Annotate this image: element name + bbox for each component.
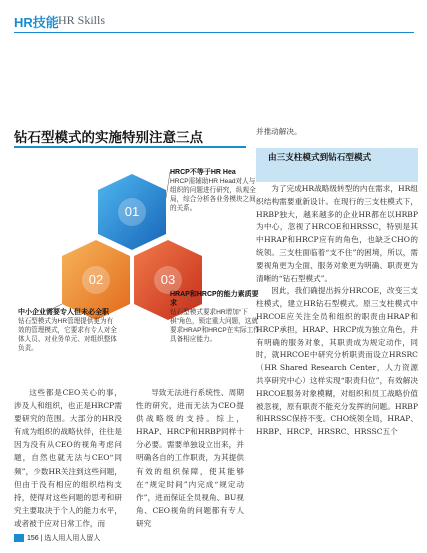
point-1-label bbox=[170, 168, 260, 213]
body-column-2 bbox=[136, 386, 244, 530]
section-tag: HR技能 bbox=[14, 15, 59, 30]
number-01: 01 bbox=[124, 204, 140, 219]
right-column-intro: 并推动解决。 bbox=[256, 127, 302, 136]
page-footer bbox=[27, 533, 100, 543]
body-column-1 bbox=[14, 386, 122, 530]
footer-marker bbox=[14, 534, 24, 542]
point-3-heading: HRAP和HRCP的能力素质要求 bbox=[170, 291, 259, 307]
section-heading: 由三支柱模式到钻石型模式 bbox=[268, 152, 372, 162]
point-1-heading: HRCP不等于HR Hea bbox=[170, 169, 236, 176]
point-3-body: 钻石型模式要求HR增加“下棋”角色，锁定重大问题，这就要求HRAP和HRCP在实际工作具备相应能力。 bbox=[170, 309, 260, 343]
point-2-heading: 中小企业需要专人但未必全职 bbox=[18, 309, 109, 316]
body-column-2-text: 导致无法进行系统性、周期性的研究，进而无法为CEO提供战略级的支持。综上，HRAP、HRCP和HRBP同样十分必要。需要单独设立出来，并明确各自的工作职责，为其提供有效的组织保障，使其能够在“规定时间”内完成“规定动作”，进而保证全员视角、BU视角、CEO视角的问题都有专人研究 bbox=[136, 388, 244, 528]
point-3-label bbox=[170, 290, 260, 344]
number-02: 02 bbox=[88, 272, 104, 287]
number-03: 03 bbox=[160, 272, 176, 287]
section-subtitle: HR Skills bbox=[58, 13, 106, 27]
magazine-name: 选人用人用人留人 bbox=[44, 535, 101, 542]
right-column-body bbox=[256, 183, 418, 439]
point-2-label bbox=[18, 308, 118, 353]
point-2-body: 钻石型模式为HR管理提供更为有效的管理模式，它要求有专人对全体人员、对业务单元、对组织整体负责。 bbox=[18, 318, 117, 352]
footer-separator: | bbox=[40, 535, 43, 542]
title-rule bbox=[14, 146, 246, 148]
page-number: 156 bbox=[27, 535, 39, 542]
point-1-body: HRCP需辅助HR Head对人与组织的问题进行研究，纵观全局，综合分析各业务模块之间的关系。 bbox=[170, 178, 256, 212]
right-paragraph-2: 因此，我们确提出拆分HRCOE，改变三支柱模式，建立HR钻石型模式。原三支柱模式中HRCOE应关注全员和组织的职责由HRAP和HRCP承担，HRAP、HRCP成为独立角色，并有明确的服务对象，其职责成为规定动作，同时，就HRCOE中研究分析职责而设立HRSRC（HR Shared Research Center，人力资源共享研究中心）这样实现“职责归位”，有效解决HRCOE服务对象模糊，对组织和员工战略价值被忽视，原有职责不能充分发挥的问题。HRBP和HRSSC保持不变。CHO统领全局，HRAP、HRBP、HRCP、HRSRC、HRSSC五个 bbox=[256, 286, 418, 437]
article-title: 钻石型模式的实施特别注意三点 bbox=[14, 130, 203, 145]
body-column-1-text: 这些都是CEO关心的事，涉及人和组织，也正是HRCP需要研究的范围。大部分的HR没有成为组织的战略伙伴，往往是因为没有从CEO的视角考虑问题，自然也就无法与CEO“同频”，少数HR关注到这些问题，但由于没有相应的组织结构支持，使得对这些问题的思考和研究主要取决于个人的能力水平，或者被于应对日常工作，而 bbox=[14, 388, 122, 528]
right-paragraph-1: 为了完成HR战略级转型的内在需求，HR组织结构需要重新设计。在现行的三支柱模式下，HRBP独大，越来越多的企业HR都在以HRBP为中心，忽视了HRCOE和HRSSC，特别是其中HRAP和HRCP应有的角色，也缺乏CHO的统领。三支柱面临着“支不住”的困境，所以，需要视角更为全面、服务对象更为明确、职责更为清晰的“钻石型模式”。 bbox=[256, 184, 418, 283]
header-rule bbox=[14, 32, 414, 33]
